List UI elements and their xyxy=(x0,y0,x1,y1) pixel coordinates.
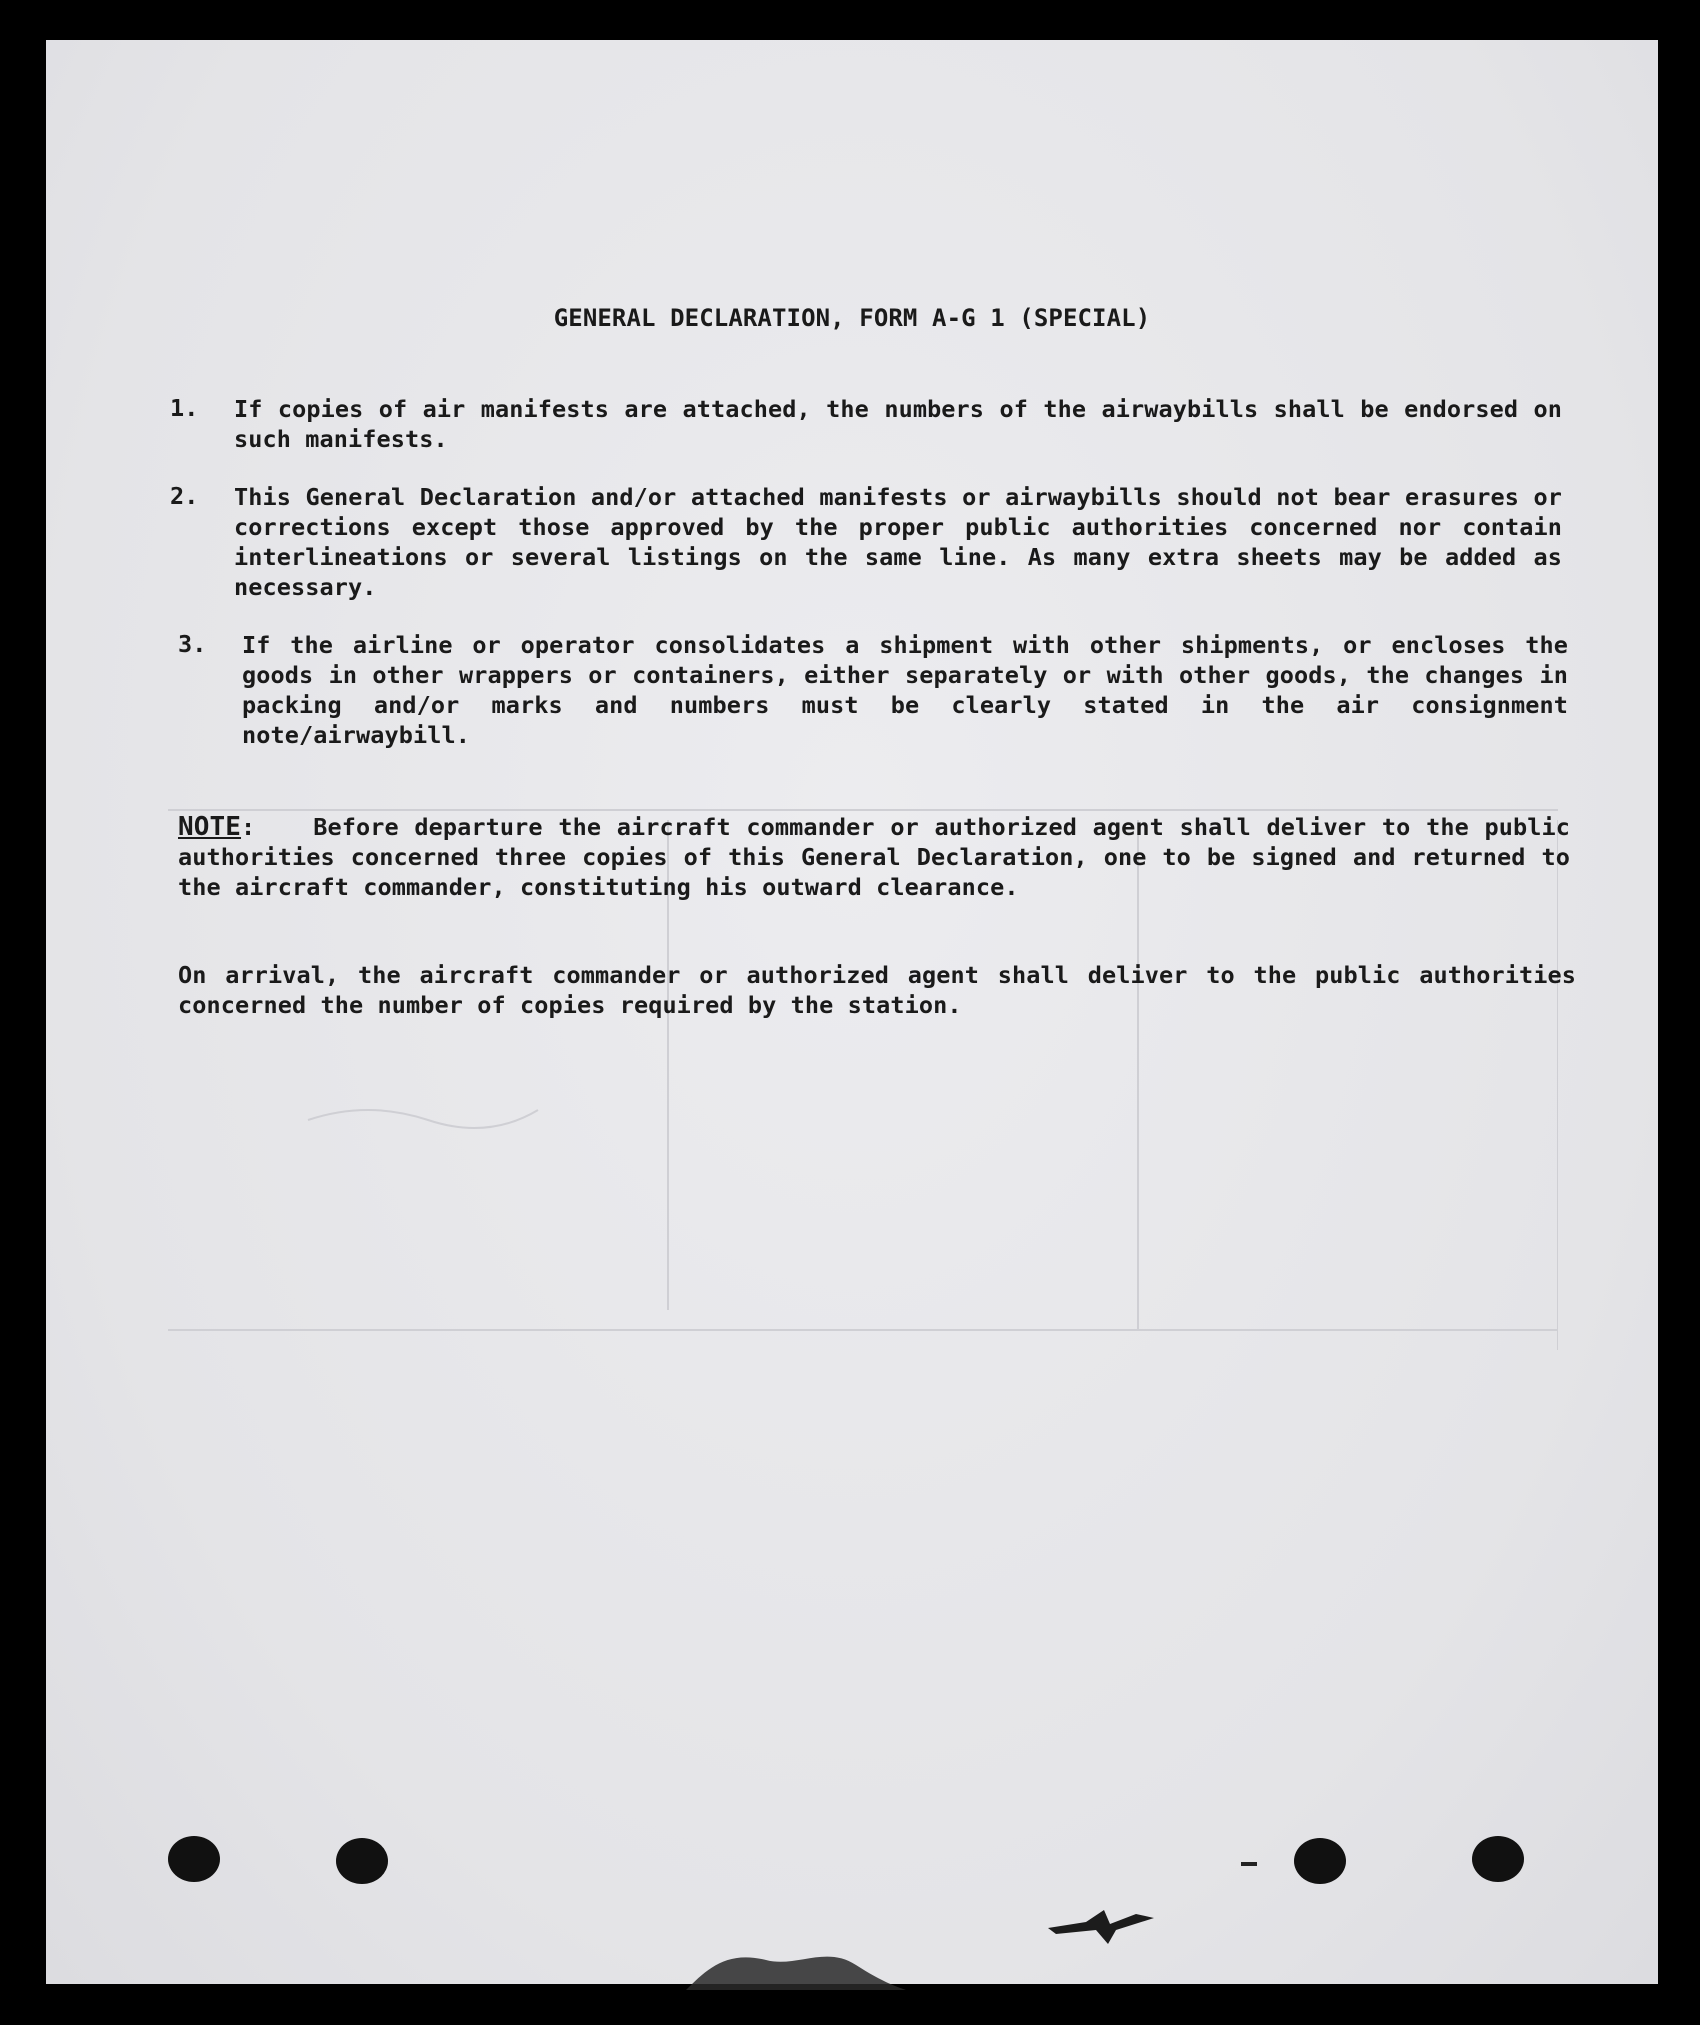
item-number: 3. xyxy=(178,630,207,658)
note-paragraph xyxy=(178,812,1570,902)
arrival-paragraph: On arrival, the aircraft commander or authorized agent shall deliver to the public authorities concerned the number of copies required by the station. xyxy=(178,961,1576,1019)
page-content xyxy=(46,40,1658,1984)
ink-smudge xyxy=(1046,1900,1156,1950)
item-text: This General Declaration and/or attached manifests or airwaybills should not bear erasures or corrections except those approved by the proper public authorities concerned nor contain interlineations or several listings on the same line. As many extra sheets may be added as necessary. xyxy=(234,483,1562,601)
note-text: Before departure the aircraft commander or authorized agent shall deliver to the public authorities concerned three copies of this General Declaration, one to be signed and returned to the aircraft commander, constituting his outward clearance. xyxy=(178,813,1570,901)
punch-hole xyxy=(168,1836,220,1882)
edge-stain xyxy=(686,1940,906,1990)
item-text: If the airline or operator consolidates a shipment with other shipments, or encloses the goods in other wrappers or containers, either separately or with other goods, the changes in packing and/or marks and numbers must be clearly stated in the air consignment note/airwaybill. xyxy=(242,631,1568,749)
note-colon: : xyxy=(241,813,256,841)
instruction-item-3 xyxy=(178,630,1568,750)
note-label: NOTE xyxy=(178,812,242,842)
item-number: 1. xyxy=(170,394,199,422)
punch-hole xyxy=(336,1838,388,1884)
instruction-item-2 xyxy=(170,482,1562,602)
stray-mark xyxy=(1241,1862,1257,1866)
paper-sheet xyxy=(46,40,1658,1984)
item-number: 2. xyxy=(170,482,199,510)
punch-hole xyxy=(1472,1836,1524,1882)
page-title: GENERAL DECLARATION, FORM A-G 1 (SPECIAL) xyxy=(553,304,1151,332)
item-text: If copies of air manifests are attached, the numbers of the airwaybills shall be endorsed on such manifests. xyxy=(234,395,1562,453)
punch-hole xyxy=(1294,1838,1346,1884)
instruction-item-1 xyxy=(170,394,1562,454)
